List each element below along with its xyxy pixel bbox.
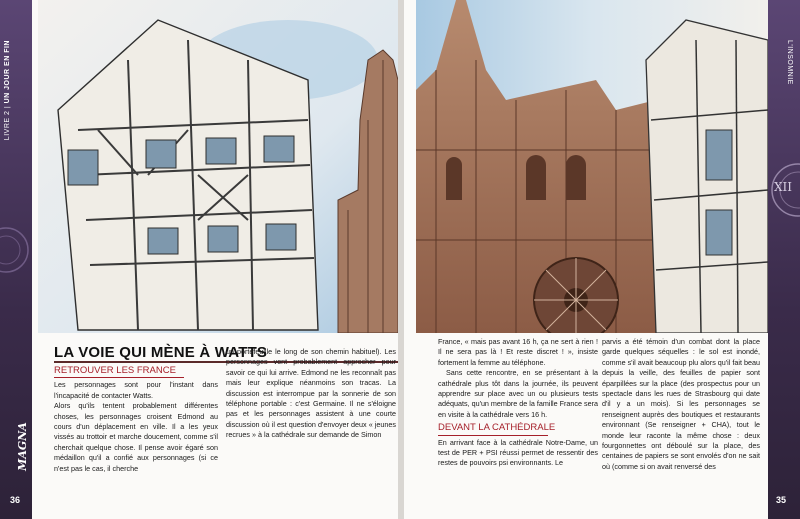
left-chapter-label: LIVRE 2 | UN JOUR EN FIN: [4, 40, 11, 141]
timber-house-illustration: [38, 0, 398, 333]
column-2: [226, 347, 396, 441]
left-page: [32, 0, 398, 519]
column-3-paragraph-3: En arrivant face à la cathédrale Notre-Dame, un test de PER + PSI réussi permet de ressentir des restes de pouvoirs psi environnants. Le: [438, 437, 598, 468]
section-heading-retrouver: RETROUVER LES FRANCE: [54, 365, 176, 376]
column-1: [54, 366, 218, 474]
column-4: [602, 337, 760, 472]
column-1-text: Les personnages sont pour l'instant dans l'incapacité de contacter Watts. Alors qu'ils tentent probablement différentes choses, les personnages croisent Edmond au cours d'un déplacement en ville. Il a les yeux vissés au trottoir et marche doucement, comme s'il cherchait quelque chose. Il pense avoir égaré son médaillon qu'il a confié aux personnages (si ce n'est pas le cas, il cherche: [54, 380, 218, 473]
section-heading-underline: [54, 377, 184, 378]
section-heading-underline: [438, 435, 548, 436]
clock-numeral: XII: [774, 180, 793, 194]
clock-gear-icon: [0, 200, 32, 320]
clock-face-icon: [768, 140, 800, 280]
column-3-paragraph-2: Sans cette rencontre, en se présentant à la cathédrale plus tôt dans la journée, ils peuvent apprendre sur place avec un ou plusieurs tests adéquats, qu'un membre de la famille France sera en visite à la cathédrale vers 16 h.: [438, 368, 598, 419]
section-heading-cathedrale: DEVANT LA CATHÉDRALE: [438, 422, 556, 434]
left-page-number: 36: [10, 495, 21, 505]
page-title: LA VOIE QUI MÈNE À WATTS: [54, 344, 268, 361]
column-3-intro: France, « mais pas avant 16 h, ça ne sert à rien ! Il ne sera pas là ! Et reste discret ! », insiste fortement la femme au téléphone.: [438, 337, 598, 367]
column-2-text: un portefeuille le long de son chemin habituel). Les personnages vont probablement approcher pour savoir ce qui lui arrive. Edmond ne les reconnaît pas mais leur explique néanmoins son tracas. La discussion est interrompue par la sonnerie de son téléphone portable : c'est Germaine. Il ne s'éloigne pas et les personnages assistent à une courte discussion où il est question d'envoyer deux « jeunes recrues » à la cathédrale sur demande de Simon: [226, 347, 396, 440]
column-3: [438, 337, 598, 469]
right-chapter-label: L'INSOMNIE: [786, 40, 793, 85]
right-side-tab: [768, 0, 800, 519]
right-page-number: 35: [776, 495, 787, 505]
column-4-text: parvis a été témoin d'un combat dont la place garde quelques séquelles : le sol est inondé, comme s'il avait beaucoup plu alors qu'il fait beau depuis la veille, des feuilles de papier sont éparpillées sur la place (des prospectus pour un spectacle dans les rues de Strasbourg qui date d'il y a un mois). Si les personnages se renseignent auprès des boutiques et restaurants environnant (Se renseigner + CHA), tout le monde leur raconte la même chose : deux fourgonnettes ont déboulé sur la place, des centaines de papiers se sont envolés d'on ne sait où (comme si on avait renversé des: [602, 337, 760, 471]
brand-logo: MAGNA: [15, 422, 29, 471]
left-side-tab: [0, 0, 32, 519]
cathedral-illustration: [416, 0, 768, 333]
right-page: [404, 0, 768, 519]
